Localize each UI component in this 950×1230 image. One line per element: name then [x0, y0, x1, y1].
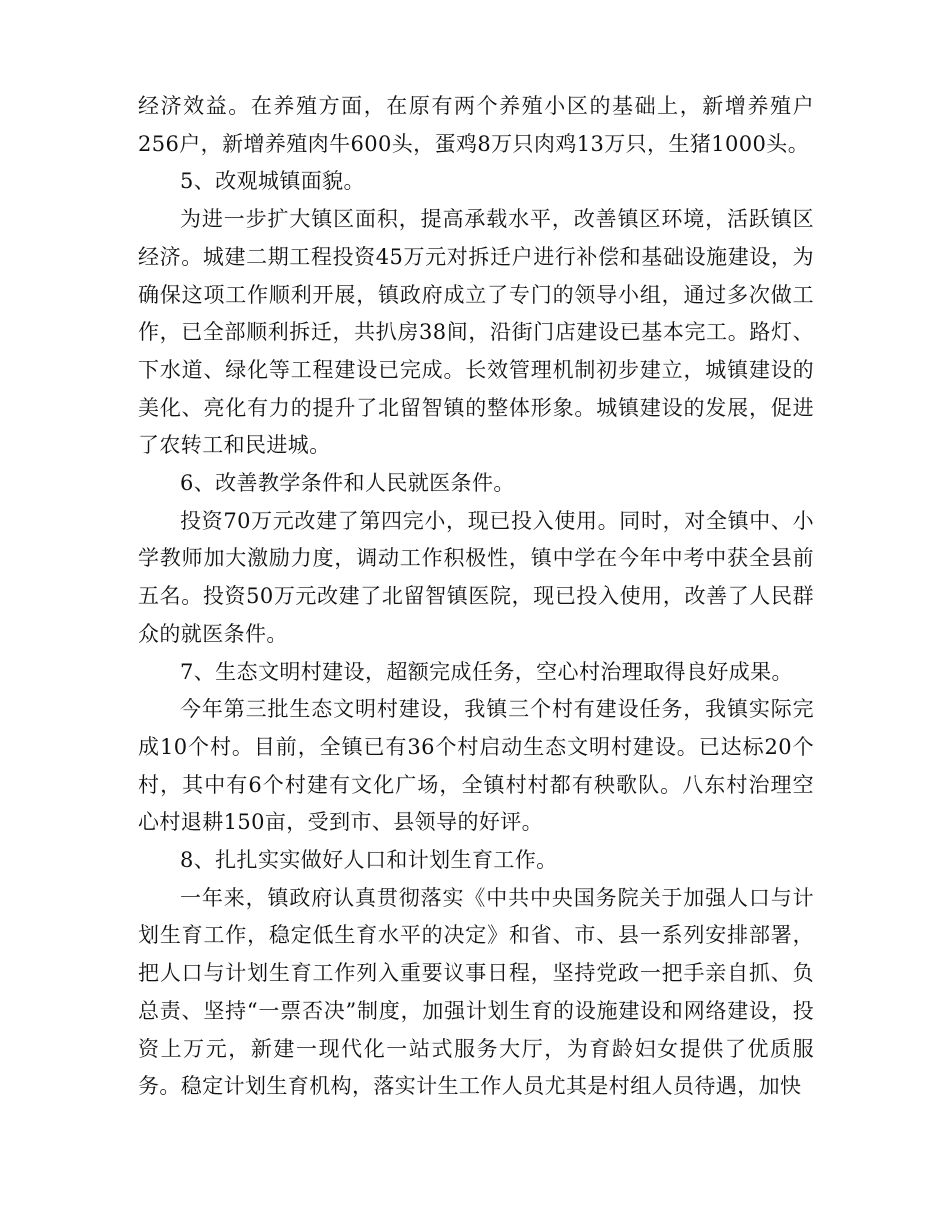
section-heading: 7、生态文明村建设，超额完成任务，空心村治理取得良好成果。 [180, 659, 793, 684]
body-paragraph: 投资70万元改建了第四完小，现已投入使用。同时，对全镇中、小学教师加大激励力度，调动工作积极性，镇中学在今年中考中获全县前五名。投资50万元改建了北留智镇医院，现已投入使用，改善了人民群众的就医条件。 [138, 508, 814, 646]
body-paragraph: 为进一步扩大镇区面积，提高承载水平，改善镇区环境，活跃镇区经济。城建二期工程投资45万元对拆迁户进行补偿和基础设施建设，为确保这项工作顺利开展，镇政府成立了专门的领导小组，通过多次做工作，已全部顺利拆迁，共扒房38间，沿街门店建设已基本完工。路灯、下水道、绿化等工程建设已完成。长效管理机制初步建立，城镇建设的美化、亮化有力的提升了北留智镇的整体形象。城镇建设的发展，促进了农转工和民进城。 [138, 207, 814, 458]
body-paragraph: 经济效益。在养殖方面，在原有两个养殖小区的基础上，新增养殖户256户，新增养殖肉牛600头，蛋鸡8万只肉鸡13万只，生猪1000头。 [138, 94, 814, 156]
section-heading: 5、改观城镇面貌。 [180, 169, 365, 194]
body-paragraph: 一年来，镇政府认真贯彻落实《中共中央国务院关于加强人口与计划生育工作，稳定低生育水平的决定》和省、市、县一系列安排部署，把人口与计划生育工作列入重要议事日程，坚持党政一把手亲自抓、负总责、坚持“一票否决”制度，加强计划生育的设施建设和网络建设，投资上万元，新建一现代化一站式服务大厅，为育龄妇女提供了优质服务。稳定计划生育机构，落实计生工作人员尤其是村组人员待遇，加快 [138, 885, 814, 1099]
body-paragraph: 今年第三批生态文明村建设，我镇三个村有建设任务，我镇实际完成10个村。目前，全镇已有36个村启动生态文明村建设。已达标20个村，其中有6个村建有文化广场，全镇村村都有秧歌队。八东村治理空心村退耕150亩，受到市、县领导的好评。 [138, 697, 814, 835]
section-heading: 8、扎扎实实做好人口和计划生育工作。 [180, 848, 558, 873]
document-body [138, 88, 814, 1106]
section-heading: 6、改善教学条件和人民就医条件。 [180, 471, 515, 496]
